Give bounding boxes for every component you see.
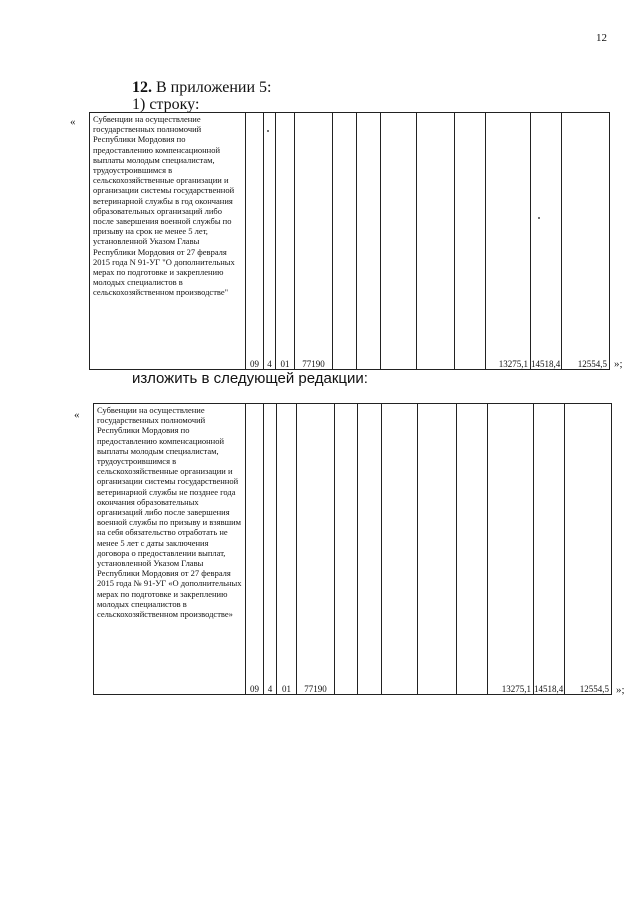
old-row-c4: 77190 xyxy=(295,113,333,370)
new-row-empty xyxy=(382,404,418,695)
redaction-label: изложить в следующей редакции: xyxy=(132,370,368,387)
section-number: 12. xyxy=(132,79,152,96)
new-row-c2: 4 xyxy=(264,404,277,695)
new-row-c4: 77190 xyxy=(297,404,335,695)
subsection-heading: 1) строку: xyxy=(132,96,200,113)
page-number: 12 xyxy=(596,32,607,44)
old-row-c2: 4 xyxy=(264,113,276,370)
old-row-v1: 13275,1 xyxy=(486,113,531,370)
new-row-empty xyxy=(457,404,488,695)
old-row-c1: 09 xyxy=(246,113,264,370)
old-row-empty xyxy=(357,113,381,370)
old-row-table xyxy=(89,112,610,370)
section-title: В приложении 5: xyxy=(152,79,272,96)
new-row-table xyxy=(93,403,612,695)
new-row-empty xyxy=(358,404,382,695)
new-row-empty xyxy=(418,404,457,695)
old-row-empty xyxy=(381,113,417,370)
close-quote: »; xyxy=(614,358,623,370)
new-row-v1: 13275,1 xyxy=(488,404,534,695)
new-row-description: Субвенции на осуществление государственных полномочий Республики Мордовия по предоставлению компенсационной выплаты молодым специалистам, трудоустроившимся в сельскохозяйственные организации и организации системы государственной ветеринарной службы не позднее года окончания образовательных организаций либо после завершения военной службы по призыву и взявшим на себя обязательство отработать не менее 5 лет с даты заключения договора о предоставлении выплат, установленной Указом Главы Республики Мордовия от 27 февраля 2015 года № 91-УГ «О дополнительных мерах по подготовке и закреплению молодых специалистов в сельскохозяйственном производстве» xyxy=(94,404,246,695)
old-row-v3: 12554,5 xyxy=(562,113,610,370)
scan-speck xyxy=(538,217,540,219)
new-row-empty xyxy=(335,404,358,695)
old-row-c3: 01 xyxy=(276,113,295,370)
open-quote: « xyxy=(70,116,76,128)
old-row-empty xyxy=(333,113,357,370)
section-heading xyxy=(132,79,271,97)
new-row-v2: 14518,4 xyxy=(534,404,565,695)
new-row-c1: 09 xyxy=(246,404,264,695)
scan-speck xyxy=(267,130,269,132)
close-quote: »; xyxy=(616,684,625,696)
old-row-v2: 14518,4 xyxy=(531,113,562,370)
open-quote: « xyxy=(74,409,80,421)
new-row-v3: 12554,5 xyxy=(565,404,612,695)
new-row-c3: 01 xyxy=(277,404,297,695)
old-row-empty xyxy=(417,113,455,370)
old-row-description: Субвенции на осуществление государственных полномочий Республики Мордовия по предоставлению компенсационной выплаты молодым специалистам, трудоустроившимся в сельскохозяйственные организации и организации системы государственной ветеринарной службы в год окончания образовательных организаций либо после завершения военной службы по призыву на срок не менее 5 лет, установленной Указом Главы Республики Мордовия от 27 февраля 2015 года N 91-УГ "О дополнительных мерах по подготовке и закреплению молодых специалистов в сельскохозяйственном производстве" xyxy=(90,113,246,370)
old-row-empty xyxy=(455,113,486,370)
